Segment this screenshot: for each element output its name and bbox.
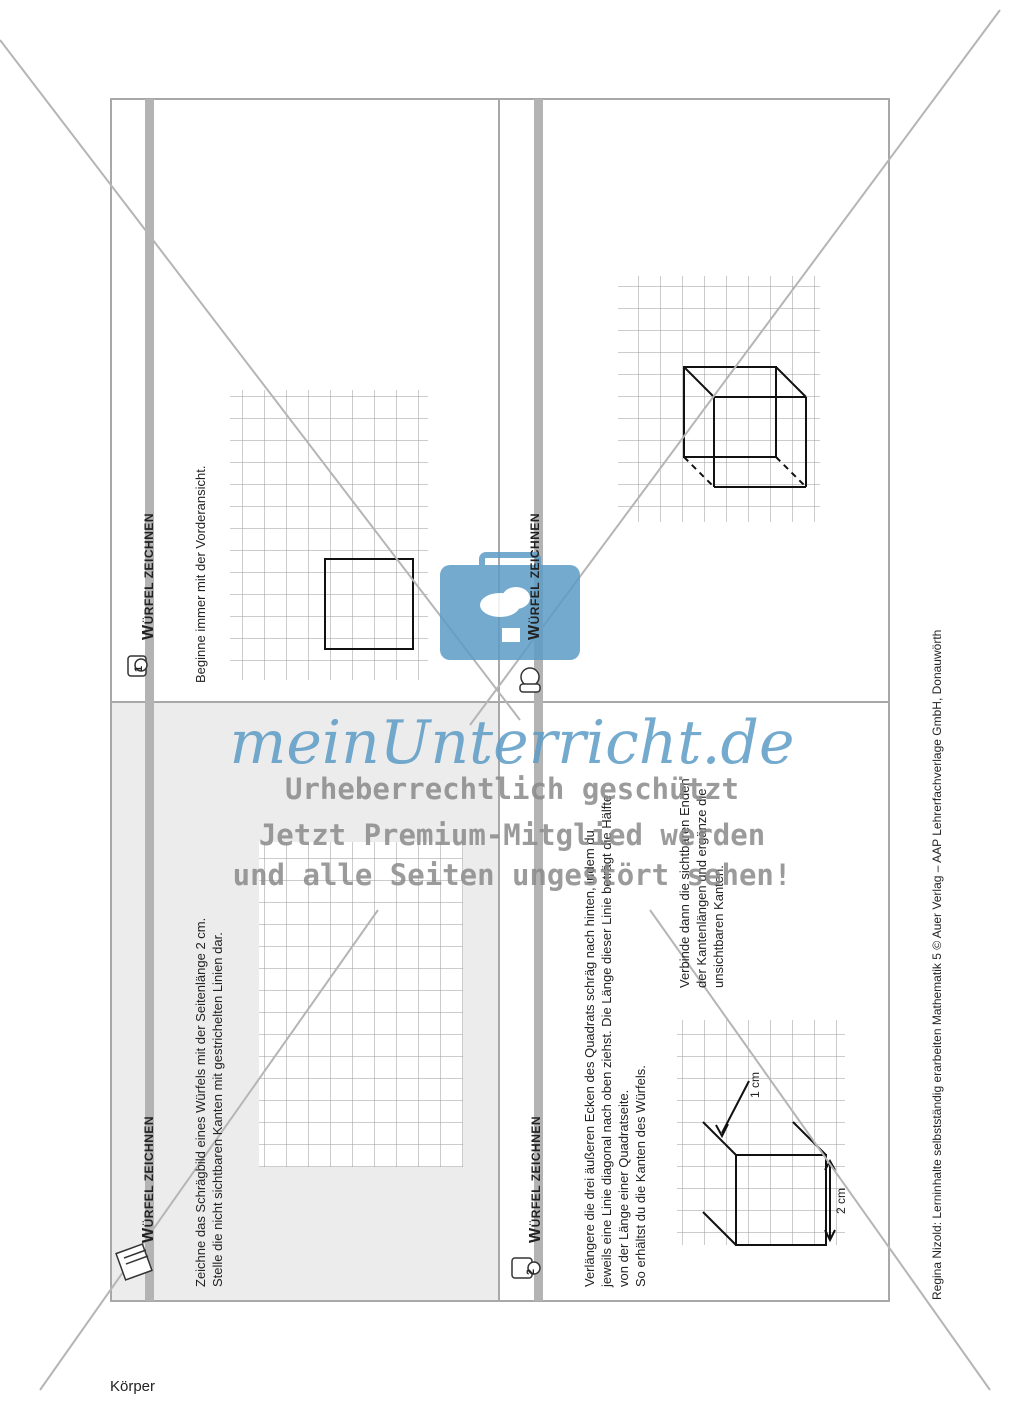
card-instruction-line-2: jeweils eine Linie diagonal nach oben ziehst. Die Länge dieser Linie beträgt die Hälfte (599, 794, 614, 1287)
card-number: 2 (525, 1268, 537, 1275)
card-title: WÜRFEL ZEICHNEN (527, 1115, 544, 1243)
card-title: WÜRFEL ZEICHNEN (140, 512, 157, 640)
briefcase-logo (440, 555, 580, 660)
grid-card-1 (230, 390, 428, 680)
watermark-line-3: und alle Seiten ungestört sehen! (232, 858, 792, 892)
card-number: 1 (133, 665, 145, 672)
card-title: WÜRFEL ZEICHNEN (140, 1115, 157, 1243)
person-icon (520, 668, 540, 692)
grid-card-2 (677, 1020, 845, 1245)
card-instruction-line-2: Stelle die nicht sichtbaren Kanten mit gestrichelten Linien dar. (210, 932, 225, 1287)
footer-topic: Körper (110, 1378, 156, 1395)
watermark-line-1: Urheberrechtlich geschützt (285, 772, 739, 806)
card-instruction2-line-3: unsichtbaren Kanten. (711, 865, 726, 988)
card-instruction-line-3: von der Länge einer Quadratseite. (616, 1089, 631, 1287)
card-instruction-line-4: So erhältst du die Kanten des Würfels. (633, 1065, 648, 1287)
card-instruction2-line-2: der Kantenlängen und ergänze die (694, 788, 709, 988)
copyright-credit: Regina Nizold: Lerninhalte selbstständig erarbeiten Mathematik 5 © Auer Verlag – AAP Lehrerfachverlage GmbH, Donauwörth (930, 629, 944, 1300)
card-instruction2-line-1: Verbinde dann die sichtbaren Enden (677, 778, 692, 988)
card-instruction-line-1: Zeichne das Schrägbild eines Würfels mit der Seitenlänge 2 cm. (193, 917, 208, 1287)
watermark-brand: meinUnterricht.de (229, 708, 795, 778)
watermark-line-2: Jetzt Premium-Mitglied werden (258, 818, 766, 852)
label-1cm: 1 cm (748, 1071, 762, 1098)
card-title: WÜRFEL ZEICHNEN (526, 512, 543, 640)
label-2cm: 2 cm (834, 1187, 848, 1214)
card-instruction: Beginne immer mit der Vorderansicht. (193, 465, 208, 683)
card-instruction-line-1: Verlängere die drei äußeren Ecken des Quadrats schräg nach hinten, indem du (582, 830, 597, 1287)
